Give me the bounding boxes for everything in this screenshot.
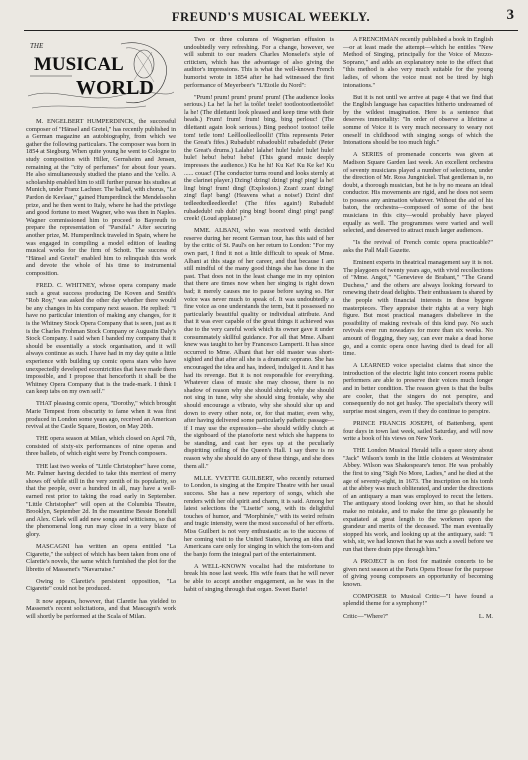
svg-text:WORLD: WORLD (76, 77, 154, 99)
article-composer-critic: COMPOSER to Musical Critic—"I have found a splendid theme for a symphony!" (343, 592, 493, 608)
column-3 (343, 36, 493, 625)
page-number: 3 (506, 7, 514, 23)
article-scala: It now appears, however, that Claretie has yielded to Massenet's recent solicitations, and that Mascagni's work will shortly be performed at the Scala of Milan. (26, 597, 176, 620)
article-critic-reply (343, 613, 493, 621)
article-humperdinck: M. ENGELBERT HUMPERDINCK, the successful composer of "Hänsel and Gretel," has recently published in a German magazine an autobiography, from which we gather the following particulars. The composer was born in 1854 at Siegburg. When quite young he went to Cologne to study composition with Hiller, Gernsheim and Jensen, remaining at the "city of perfumes" for about four years. He also simultaneously studied the piano and the 'cello. A scholarship enabled him to still further pursue his studies at Munich, under Franz Lachner. The ballad, with chorus, "Le Pardon de Kevlaar," gained Humperdinck the Mendelssohn prize, and he then went to Italy, where he had the privilege and good fortune to meet Wagner, who was then in Naples. Wagner commissioned him to proceed to Bayreuth to prepare the representation of "Parsifal." After securing another prize, M. Humperdinck traveled in Spain, where he was engaged in compiling a model edition of leading musical works for the firm of Schott. The success of "Hänsel and Gretel" enabled him to relinquish this work and devote the whole of his time to instrumental composition. (26, 118, 176, 277)
article-prince-battenberg: PRINCE FRANCIS JOSEPH, of Battenberg, spent four days in town last week, sailed Saturday, and will now write a book of his views on New York. (343, 419, 493, 443)
critic-reply-text: Critic—"Where?" (343, 612, 389, 620)
column-1 (26, 36, 176, 625)
article-matinee-concerts: A PROJECT is on foot for matinée concerts to be given next season at the Paris Opera House for the purpose of giving young composers an opportunity of becoming known. (343, 558, 493, 588)
article-comic-opera-experts: Eminent experts in theatrical management say it is not. The playgoers of twenty years ago, with vivid recollections of "Mme. Angot," "Genevieve de Brabant," "The Grand Duchess," and the others are always looking forward to renewing their dead delights. Their enthusiasm is shared by the people with financial interests in these bygone masterpieces. They appraise their rights at a very high figure. But most practical managers disbelieve in the possibility of making revivals of this kind pay. No such revivals ever run nowadays for more than six weeks. No amount of flogging, they say, can ever make a dead horse go, and a comic opera once having died is dead for all time. (343, 259, 493, 358)
article-jack-wilson-tomb: THE London Musical Herald tells a queer story about "Jack" Wilson's tomb in the little cloisters at Westminster Abbey. Wilson was Shakespeare's tenor. He was probably the first to sing "Sigh No More, Ladies," and he died at the age of seventy-eight, in 1673. The inscription on his tomb at the abbey was much obliterated, and under the directions of an antiquary a man was employed to recut the letters. The antiquary stood looking over him, so that he should make no mistake, and to make the time go pleasantly he expatiated at great length to the workmen upon the grandeur and merits of the deceased. The man eventually stopped his work, and looking up at the antiquary, said: "I wish, sir, we had known that he was such a swell before we run that there drain pipe through him." (343, 447, 493, 553)
masthead-logo-icon (26, 36, 176, 116)
article-guilbert: MLLE. YVETTE GUILBERT, who recently returned to London, is singing at the Empire Theatre with her usual success. She has a new repertory of songs, which she renders with her old spirit and charm, it is said. Among her latest selections the "Lisette" song, with its delightful touches of humor, and "Morphinée," with its weird refrain and tragic intensity, were the most successful of her efforts. Miss Guilbert is not very enthusiastic as to the success of her coming visit to the United States, having an idea that Americans care only for singing in which the tom-tom and the banjo form the integral part of the entertainment. (184, 474, 334, 558)
article-dorothy: THAT pleasing comic opera, "Dorothy," which brought Marie Tempest from obscurity to fame when it was first produced in London some years ago, received an American revival at the Castle Square, Boston, on May 20th. (26, 400, 176, 431)
musical-world-masthead (26, 36, 176, 116)
article-comic-opera-question: "Is the revival of French comic opera practicable?" asks the Pall Mall Gazette. (343, 239, 493, 254)
page-header (24, 4, 518, 32)
column-2 (184, 36, 334, 598)
signature: L. M. (478, 612, 493, 620)
article-wagnerian-effusion: Two or three columns of Wagnerian effusion is undoubtedly very refreshing. For a change, however, we will submit to our readers Charles Monselet's style of criticism, which has the advantage of also giving the auditor's impressions. This is what the well-known French humorist wrote in 1854 after he had witnessed the first performance of Meyerbeer's "L'Etoile du Nord": (184, 36, 334, 89)
article-page-four: But it is not until we arrive at page 4 that we find that the English language has capacities hitherto undreamed of by the wildest imagination. Here is a sentence that deserves immortality: "In order of observe a lifetime a somme of Voice it is very much necessary to weary not oneself in childhood with singing songs of which the Intonations should be too much high." (343, 93, 493, 147)
article-whitney: FRED. C. WHITNEY, whose opera company made such a great success producing De Koven and Smith's "Rob Roy," was asked the other day whether there would be any changes in his company next season. He replied: "I have no particular intention of making any changes, for it is the Whitney Stock Opera Company that is seen, just as it is the Charles Frohman Stock Company or Augustin Daly's Stock Company. I said when I banded my company that it should be essentially a stock organisation, and it will always continue as such. I have had in my day quite a little experience with building up comic opera stars who have unexpectedly developed eccentricities that have made them impossible, and I propose that henceforth it shall be the Whitney Opera Company that is the trade-mark. I think I can keep tabs on my own self." (26, 281, 176, 396)
article-electric-light: A LEARNED voice specialist claims that since the introduction of the electric light into concert rooms public performers are able to preserve their voices much longer and in better condition. The reason given is that the bulbs are cooler, that the singers do not perspire, and consequently do not get husky. The specialist's theory will surprise most singers, even if they do continue to perspire. (343, 362, 493, 415)
article-frenchman-book: A FRENCHMAN recently published a book in English—or at least made the attempt—which he entitles "New Method of Singing, principally for the Voice of Mezzo-Soprano," and adds an explanatory note to the effect that "this method is also very much suitable for the young ladies, of whom the voice must not be tired by high intonations." (343, 36, 493, 89)
header-rule (24, 30, 518, 31)
article-albani: MME. ALBANI, who was received with decided reserve during her recent German tour, has this said of her by the critic of St. Paul's on her return to London: "For my own part, I find it not a little difficult to speak of Mme. Albani at this stage of her career, and that because I am still mindful of the many good things she has done in the past. That does not in the least change me in my opinion that there are times now when her singing is right down bad; it merely causes me to pause before saying so. Her voice was never much to speak of. It was undoubtedly a fine voice as one understands the term, but it possessed no particularly beautiful quality or individual attribute. And that it was ever capable of the great things it achieved was due to the very careful work which its owner gave it under consummately skillful guidance. For all that Mme. Albani knew was taught to her by Francesco Lamperti. It has since occurred to Mme. Albani that her old master was short-sighted and that after all she is a dramatic soprano. She has encouraged the idea and has, indeed, indulged it. And it has had its revenge. But it is not responsible for everything. Whatever class of music she may choose, there is no shadow of reason why she should shriek; why she should not sing in tune, why she should sing frontale, why she should encourage a vibrato, why she should slur up and down to every other note, or, for that matter, even why, after having delivered some particularly pathetic passage—if I may use the expression—she should wildly clutch at the signboard of the pianoforte next which she happens to be standing, and cast her eyes up at the peculiarly dispiriting ceiling of the Queen's Hall. I say there is no reason why she should do any of these things, and she does them all." (184, 227, 334, 470)
article-milan-season: THE opera season at Milan, which closed on April 7th, consisted of sixty-six performances of nine operas and three ballets, of which eight were by French composers. (26, 435, 176, 458)
article-monselet-quote: "Prum! prum! prum! prum! prum! (The audience looks serious.) La he! la he! la toôle! teele! tootlootootleetoôle! la he! (The dilettanti look pleased and keep time with their heads.) Frum! frum! frum! bing, bing perlouc! (The dilettanti again look serious.) Bing peehoo! tootoo! teêle tom! tetle tom! Leêlloolleelloolli! (This represents Peter the Great's fifes.) Rubadub! rubadoubli! rubadedub! (Peter the Great's drums.) Lalahe! lalahe! hule! hule! hule! hule! hule! hebu! hebu! hebu! (This grand music deeply impresses the audience.) Ku he hi! Ku Ke! Ku Ke ke! Ku ...... couac! (The conductor turns round and looks sternly at the clarinet player.) Dzing! dzing! dzing! ping! ping! la he! ling! bing! frum! ding! (Explosion.) Zzan! zzan! dzing! zing! flap! bang! (Heavens what a noise!) Dzin! din! tedleedtedleedleedle! (The fifes again!) Rubadub! rubadedub! rub dub! ping bing! boom! ding! ping! pang! creek! (Loud applause)." (184, 93, 334, 223)
article-vocalist-nose: A WELL-KNOWN vocalist had the misfortune to break his nose last week. His wife fears that he will never be able to accept another engagement, as he was in the habit of singing through that organ. Sweet Barie! (184, 562, 334, 593)
article-little-christopher: THE last two weeks of "Little Christopher" have come, Mr. Palmer having decided to take this merriest of merry shows off while still in the very zenith of its popularity, so that the people, over a hundred in all, may have a well-earned rest prior to taking the road early in September. "Little Christopher" will open at the Columbia Theatre, Brooklyn, September 2d. In the meantime Bessie Bonehill and Alex. Clark will add new songs and witticisms, so that the phenomenal long run may close in a very blaze of glory. (26, 462, 176, 538)
article-mascagni: MASCAGNI has written an opera entitled "La Cigarette," the subject of which has been taken from one of Claretie's novels, the same which furnished the plot for the libretto of Massenet's "Navarraise." (26, 542, 176, 573)
svg-text:MUSICAL: MUSICAL (34, 54, 124, 75)
publication-title: FREUND'S MUSICAL WEEKLY. (171, 10, 371, 24)
article-promenade-concerts: A SERIES of promenade concerts was given at Madison Square Garden last week. An excellent orchestra of seventy musicians played a number of selections, under the direction of Mr. Ross Jungnickel. That gentleman is, no doubt, a thorough musician, but he is by no means an ideal conductor. His movements are rigid, and he does not seem to possess any animation whatever. Without the aid of his baton, the orchestra—composed of some of the best musicians in this city—would probably have played equally as well. The programmes were varied and well selected, and deserved to attract much larger audiences. (343, 151, 493, 235)
svg-text:THE: THE (30, 42, 44, 50)
article-claretie: Owing to Claretie's persistent opposition, "La Cigarette" could not be produced. (26, 577, 176, 593)
